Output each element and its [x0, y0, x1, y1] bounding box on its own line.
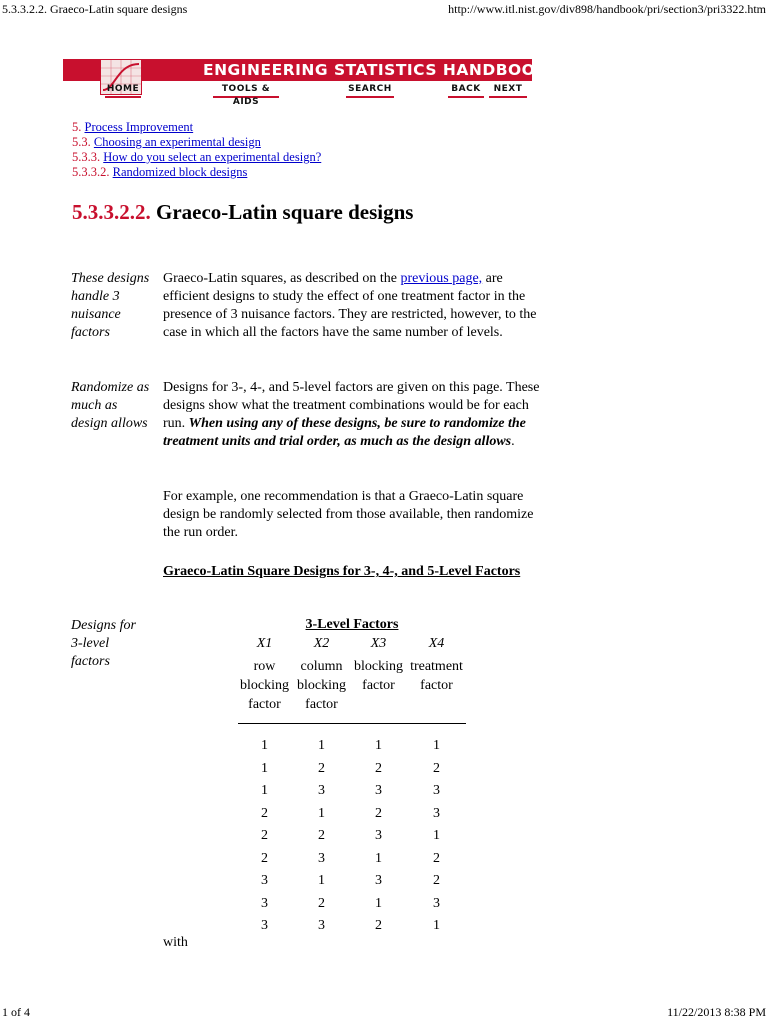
table-cell: 1 [433, 918, 440, 933]
breadcrumb-item: 5.3. Choosing an experimental design [72, 135, 261, 149]
table-cell: 2 [318, 828, 325, 843]
table-cell: 3 [433, 805, 440, 821]
table-cell: 3 [375, 873, 382, 888]
table-cell: 3 [261, 873, 268, 888]
table-cell: 3 [318, 850, 325, 866]
table-cell: 3 [318, 783, 325, 798]
breadcrumb-link-randomized-block[interactable]: Randomized block designs [112, 165, 248, 179]
print-header-title: 5.3.3.2.2. Graeco-Latin square designs [2, 2, 188, 16]
designs-heading: Graeco-Latin Square Designs for 3-, 4-, and 5-Level Factors [163, 564, 521, 579]
column-desc-x2: column blocking factor [297, 659, 346, 712]
table-cell: 1 [375, 738, 382, 753]
table-cell: 1 [318, 738, 325, 753]
side-note-3-level: Designs for 3-level factors [71, 618, 136, 669]
table-cell: 3 [318, 918, 325, 933]
page-title-number: 5.3.3.2.2. [72, 200, 151, 224]
column-header-x3: X3 [370, 636, 387, 651]
table-cell: 2 [261, 805, 268, 821]
column-header-x1: X1 [256, 636, 273, 651]
table-cell: 2 [375, 805, 382, 821]
breadcrumb-item: 5.3.3. How do you select an experimental design? [72, 150, 322, 164]
table-cell: 2 [433, 873, 440, 888]
breadcrumb-link-select-design[interactable]: How do you select an experimental design? [103, 150, 322, 164]
breadcrumb-item: 5. Process Improvement [72, 120, 194, 134]
table-cell: 1 [375, 895, 382, 911]
table-cell: 1 [261, 783, 268, 798]
side-note-nuisance-factors: These designs handle 3 nuisance factors [71, 271, 150, 340]
table-rule [238, 723, 466, 724]
table-cell: 1 [261, 760, 268, 776]
nav-back-button[interactable]: BACK [448, 83, 484, 98]
page-title [72, 200, 413, 225]
banner-title: ENGINEERING STATISTICS HANDBOOK [203, 61, 548, 79]
breadcrumb-item: 5.3.3.2. Randomized block designs [72, 165, 248, 179]
nav-search-button[interactable]: SEARCH [346, 83, 394, 98]
page-title-text: Graeco-Latin square designs [156, 200, 414, 224]
previous-page-link[interactable]: previous page, [400, 271, 483, 286]
table-cell: 2 [318, 760, 325, 776]
nav-tools-button[interactable]: TOOLS & AIDS [213, 83, 279, 98]
table-cell: 2 [375, 918, 382, 933]
table-cell: 2 [375, 760, 382, 776]
randomize-emphasis: When using any of these designs, be sure to randomize the treatment units and trial order, as much as the design allows [163, 416, 526, 449]
breadcrumb [72, 120, 321, 180]
table-cell: 1 [318, 873, 325, 888]
print-footer [0, 1005, 768, 1024]
randomize-paragraph: Designs for 3-, 4-, and 5-level factors are given on this page. These designs show what the treatment combinations would be for each run. When using any of these designs, be sure to randomize the treatment units and trial order, as much as the design allows. [163, 380, 540, 449]
table-cell: 2 [433, 850, 440, 866]
breadcrumb-link-process-improvement[interactable]: Process Improvement [84, 120, 194, 134]
print-header-url: http://www.itl.nist.gov/div898/handbook/pri/section3/pri3322.htm [448, 2, 766, 16]
column-desc-x1: row blocking factor [240, 659, 289, 712]
column-desc-x4: treatment factor [410, 659, 463, 693]
nav-next-button[interactable]: NEXT [489, 83, 527, 98]
print-header [0, 0, 768, 16]
intro-paragraph: Graeco-Latin squares, as described on the previous page, are efficient designs to study the effect of one treatment factor in the presence of 3 nuisance factors. They are restricted, however, to the case in which all the factors have the same number of levels. [163, 271, 537, 340]
print-footer-datetime: 11/22/2013 8:38 PM [667, 1005, 766, 1019]
table-cell: 3 [375, 783, 382, 798]
table-cell: 2 [433, 760, 440, 776]
table-cell: 1 [318, 805, 325, 821]
table-cell: 3 [433, 783, 440, 798]
table-cell: 1 [375, 850, 382, 866]
print-footer-page: 1 of 4 [2, 1005, 30, 1019]
table-cell: 1 [433, 738, 440, 753]
column-desc-x3: blocking factor [354, 659, 403, 693]
nav-home-button[interactable]: HOME [105, 83, 141, 98]
table-cell: 3 [261, 918, 268, 933]
breadcrumb-link-choosing-design[interactable]: Choosing an experimental design [93, 135, 261, 149]
table-cell: 1 [261, 738, 268, 753]
table-cell: 3 [375, 828, 382, 843]
table-cell: 2 [261, 828, 268, 843]
trailing-text: with [163, 935, 188, 950]
table-cell: 2 [318, 895, 325, 911]
column-header-x4: X4 [428, 636, 445, 651]
table-title: 3-Level Factors [305, 617, 399, 632]
handbook-banner [63, 59, 548, 107]
side-note-randomize: Randomize as much as design allows [71, 380, 150, 431]
table-cell: 2 [261, 850, 268, 866]
example-paragraph: For example, one recommendation is that a Graeco-Latin square design be randomly selected from those available, then randomize the run order. [163, 489, 534, 540]
column-header-x2: X2 [313, 636, 330, 651]
table-cell: 1 [433, 828, 440, 843]
table-cell: 3 [261, 895, 268, 911]
table-cell: 3 [433, 895, 440, 911]
